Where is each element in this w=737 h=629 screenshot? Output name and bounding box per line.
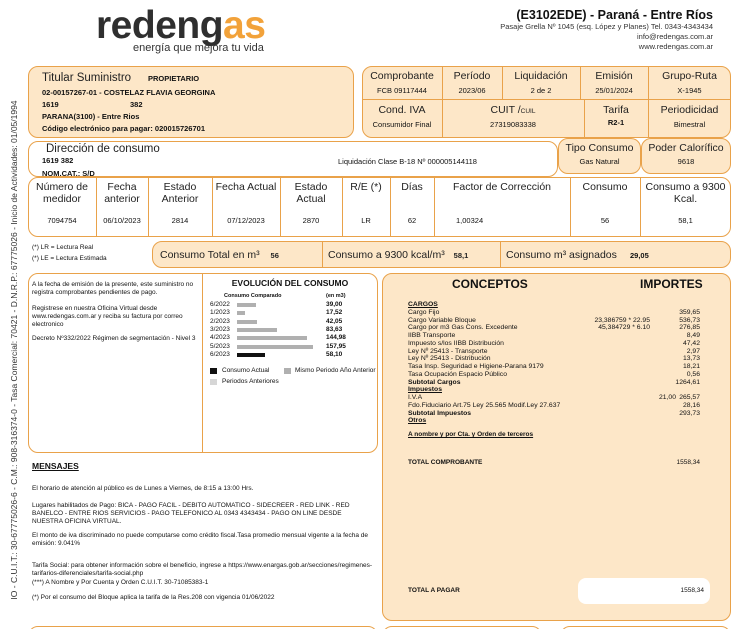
importes-title: IMPORTES [640,277,703,291]
tarifa-value: R2-1 [607,118,625,127]
periodo-value: 2023/06 [458,86,486,95]
evolucion-bar [237,303,256,307]
evolucion-col2: (en m3) [326,293,346,299]
mensaje-bloque: (*) Por el consumo del Bloque aplica la tarifa de la Res.208 con vigencia 01/06/2022 [32,594,275,601]
payment-code: Código electrónico para pagar: 020015726701 [42,124,205,133]
titular-label: Titular Suministro [42,72,132,84]
concepto-label: Ley Nº 25413 - Transporte [408,347,488,355]
medicion-header-fecha-anterior: Fecha anterior [104,181,140,205]
evolucion-value: 58,10 [326,350,343,358]
liquidacion-clase: Liquidación Clase B-18 Nº 000005144118 [338,157,477,166]
concepto-detalle: 45,384729 * 6.10 [598,324,650,332]
total-comprobante-value: 1558,34 [676,459,700,466]
company-address: Pasaje Grella Nº 1045 (esq. López y Planes) Tel. 0343-4343434 [500,22,713,31]
grupo-value: X-1945 [677,86,702,95]
concepto-label: Fdo.Fiduciario Art.75 Ley 25.565 Modif.Ley 27.637 [408,401,561,409]
emision-value: 25/01/2024 [595,86,633,95]
concepto-row [408,417,708,425]
legend-anteriores: Periodos Anteriores [222,378,279,385]
concepto-importe: 28,16 [682,401,700,409]
evolucion-period: 5/2023 [210,342,230,350]
evolucion-bar [237,345,313,349]
poder-label: Poder Calorífico [648,142,724,154]
info-decreto: Decreto Nº332/2022 Régimen de segmentación - Nivel 3 [32,335,196,342]
concepto-detalle: 23,386759 * 22.95 [594,316,650,324]
legend-mismo-swatch [284,368,291,374]
concepto-importe: 276,85 [679,324,700,332]
legend-mismo: Mismo Periodo Año Anterior [295,367,376,374]
evolucion-period: 6/2023 [210,350,230,358]
medicion-value-consumo: 56 [600,216,610,225]
tarifa-label: Tarifa [603,104,629,116]
vertical-company-info: IO - C.U.I.T.: 30-67775026-6 - C.M.: 908-316374-0 - Tasa Comercial: 70421 - D.N.R.P.: 67775026 - Inicio de Actividades: 01/05/1994 [9,100,19,600]
legend-actual: Consumo Actual [222,367,270,374]
info-oficina-virtual: Registrese en nuestra Oficina Virtual desde www.redengas.com.ar y reciba su factura por correo electronico [32,305,183,328]
titular-account: 02-00157267-01 - COSTELAZ FLAVIA GEORGINA [42,88,216,97]
mensaje-cuenta-orden: (***) A Nombre y Por Cuenta y Orden C.U.I.T. 30-71085383-1 [32,579,209,586]
evolucion-value: 157,95 [326,342,346,350]
medicion-header-dias: Días [401,181,423,193]
total-pagar-value: 1558,34 [680,587,704,594]
total-comprobante-label: TOTAL COMPROBANTE [408,459,483,466]
medicion-header-re: R/E (*) [350,181,382,193]
evolucion-col1: Consumo Comparado [224,293,282,299]
medicion-value-medidor: 7094754 [47,216,77,225]
concepto-alicuota: 21,00 [658,394,676,401]
concepto-label: Tasa Insp. Seguridad e Higiene-Parana 9179 [408,363,544,370]
evolucion-title: EVOLUCIÓN DEL CONSUMO [231,278,349,288]
medicion-value-estado-actual: 2870 [302,216,320,225]
concepto-label: Otros [408,417,427,425]
evolucion-value: 17,52 [326,309,343,317]
titular-city: PARANA(3100) - Entre Rios [42,112,140,121]
tipo-consumo-value: Gas Natural [579,157,620,166]
concepto-importe: 536,73 [679,316,700,324]
concepto-label: Subtotal Impuestos [408,409,472,417]
consumo-9300-value: 58,1 [453,251,469,260]
consumo-asignados-value: 29,05 [630,251,649,260]
periodicidad-value: Bimestral [673,120,706,129]
concepto-importe: 265,57 [679,394,700,401]
concepto-importe: 2,97 [686,347,700,355]
titular-role: PROPIETARIO [148,74,200,83]
concepto-label: Impuestos [408,386,442,394]
mensaje-iva: El monto de iva discriminado no puede computarse como crédito fiscal.Tasa promedio mensual vigente a la fecha de emisión: 9.041% [32,532,369,547]
mensaje-lugares-pago: Lugares habilitados de Pago: BICA - PAGO FACIL - DEBITO AUTOMATICO - SIDECREER - RED LINK - RED BANELCO - ENTRE RIOS SERVICIOS - PAGO TELEFONICO AL 0343 4343434 - PAGO ON LINE DESDE NUESTRA OFICINA VIRTUAL. [32,502,350,525]
evolucion-bar [237,311,245,315]
direccion-value: 1619 382 [42,156,74,165]
concepto-importe: 1264,61 [675,378,700,386]
evolucion-bar [237,353,265,357]
total-pagar-label: TOTAL A PAGAR [408,587,460,594]
evolucion-bar [237,336,307,340]
evolucion-period: 4/2023 [210,334,230,342]
liquidacion-value: 2 de 2 [530,86,552,95]
grupo-label: Grupo-Ruta [662,70,717,82]
legend-le: (*) LE = Lectura Estimada [32,255,107,262]
terceros-label: A nombre y por Cta. y Orden de terceros [408,431,534,438]
iva-value: Consumidor Final [372,120,432,129]
evolucion-period: 3/2023 [210,325,230,333]
concepto-importe: 13,73 [682,355,700,363]
tipo-consumo-label: Tipo Consumo [565,142,634,154]
medicion-value-re: LR [361,216,371,225]
nomcat-value: NOM.CAT.: S/D [42,169,95,178]
consumo-total-value: 56 [270,251,279,260]
medicion-header-estado-actual: Estado Actual [294,181,328,205]
emision-label: Emisión [595,70,633,82]
concepto-importe: 293,73 [679,409,700,417]
medicion-value-estado-anterior: 2814 [171,216,189,225]
medicion-value-dias: 62 [407,216,417,225]
evolucion-value: 144,98 [326,334,346,342]
cuit-value: 27319083338 [490,120,536,129]
company-email: info@redengas.com.ar [637,32,713,41]
company-header [500,8,713,52]
medicion-header-fecha-actual: Fecha Actual [215,181,277,193]
concepto-label: Cargo Variable Bloque [408,316,476,324]
concepto-importe: 47,42 [682,339,700,347]
concepto-label: Tasa Ocupación Espacio Público [408,370,507,378]
medicion-header-consumo: Consumo [582,181,628,193]
evolucion-bar [237,328,277,332]
concepto-importe: 0,56 [686,370,700,378]
slogan: energía que mejora tu vida [133,42,264,54]
comprobante-label: Comprobante [370,70,434,82]
info-box [28,273,378,453]
periodo-label: Período [453,70,491,82]
mensaje-tarifa-social: Tarifa Social: para obtener información sobre el beneficio, ingrese a https://www.enargas.gob.ar/secciones/regimenes-tarifarios-diferenciales/tarifa-social.php [32,562,372,577]
info-deuda: A la fecha de emisión de la presente, este suministro no registra comprobantes pendientes de pago. [32,281,194,296]
concepto-label: Ley Nº 25413 - Distribución [408,355,491,363]
concepto-label: CARGOS [408,301,438,308]
comprobante-value: FCB 09117444 [377,86,427,95]
medicion-value-factor: 1,00324 [456,216,484,225]
concepto-importe: 359,65 [679,308,700,316]
medicion-value-fecha-actual: 07/12/2023 [227,216,265,225]
cuit-label: CUIT /CUIL [490,104,536,116]
consumo-9300-label: Consumo a 9300 kcal/m³ 58,1 [328,249,469,261]
medicion-header-estado-anterior: Estado Anterior [161,181,199,205]
evolucion-period: 2/2023 [210,317,230,325]
concepto-label: IIBB Transporte [408,332,456,339]
mensaje-horario: El horario de atención al público es de Lunes a Viernes, de 8:15 a 13:00 Hrs. [32,485,254,492]
concepto-label: Impuesto s/los IIBB Distribución [408,339,504,347]
legend-lr: (*) LR = Lectura Real [32,244,94,251]
titular-address-b: 382 [130,100,143,109]
legend-actual-swatch [210,368,217,374]
redengas-logo: redengas [96,4,266,47]
evolucion-value: 39,00 [326,301,343,308]
evolucion-period: 1/2023 [210,309,230,317]
evolucion-period: 6/2022 [210,301,230,308]
evolucion-value: 42,05 [326,317,343,325]
company-web: www.redengas.com.ar [638,42,713,51]
titular-address-a: 1619 [42,100,59,109]
conceptos-title: CONCEPTOS [452,277,528,291]
consumo-total-label: Consumo Total en m³ 56 [160,249,279,261]
company-title: (E3102EDE) - Paraná - Entre Ríos [516,8,713,22]
concepto-importe: 8,49 [686,332,700,339]
medicion-value-fecha-anterior: 06/10/2023 [103,216,141,225]
poder-value: 9618 [677,157,695,166]
legend-anteriores-swatch [210,379,217,385]
medicion-header-factor: Factor de Corrección [452,181,552,193]
evolucion-bar [237,320,257,324]
evolucion-value: 83,63 [326,325,343,333]
direccion-label: Dirección de consumo [46,143,160,155]
concepto-label: Cargo por m3 Gas Cons. Excedente [408,324,518,332]
concepto-label: Subtotal Cargos [408,378,461,386]
medicion-header-medidor: Número de medidor [36,181,88,205]
mensajes-title: MENSAJES [32,461,79,471]
periodicidad-label: Periodicidad [660,104,719,116]
concepto-label: Cargo Fijo [408,308,440,316]
consumo-asignados-label: Consumo m³ asignados [506,249,617,261]
liquidacion-label: Liquidación [514,70,568,82]
medicion-value-consumo-9300: 58,1 [678,216,693,225]
concepto-label: I.V.A [408,394,423,401]
concepto-importe: 18,21 [682,363,700,370]
iva-label: Cond. IVA [378,104,426,116]
medicion-header-consumo-9300: Consumo a 9300 Kcal. [645,181,726,205]
